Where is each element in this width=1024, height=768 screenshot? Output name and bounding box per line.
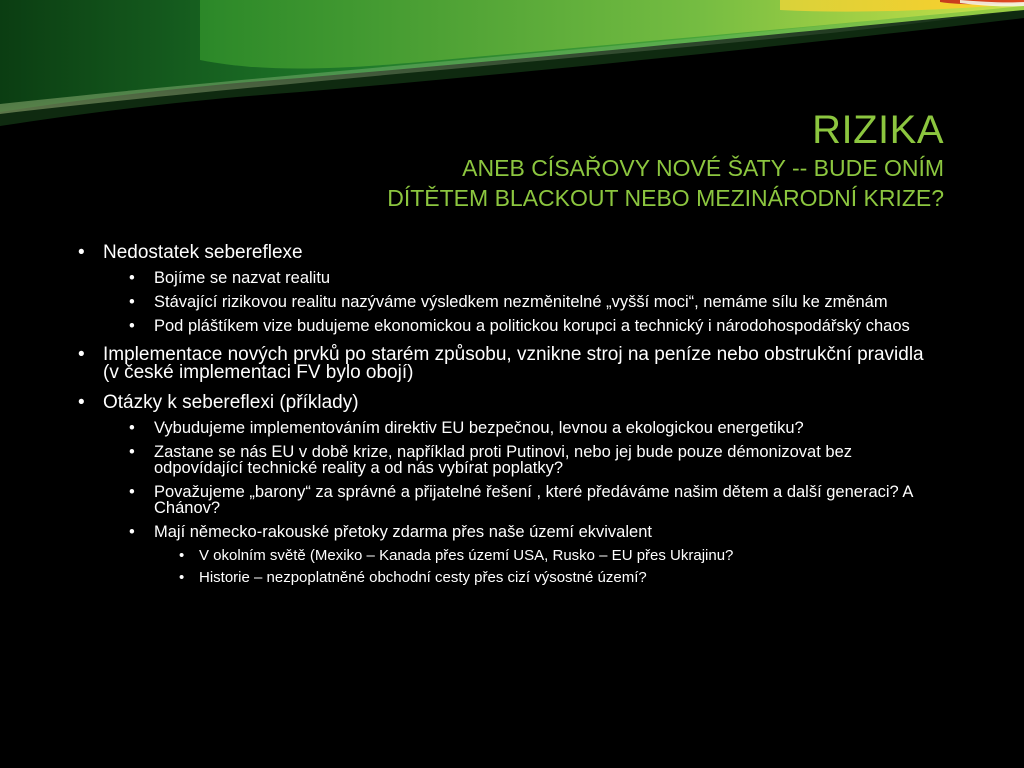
slide-subtitle-line1: ANEB CÍSAŘOVY NOVÉ ŠATY -- BUDE ONÍM xyxy=(462,155,944,181)
bullet-dot-icon: • xyxy=(129,317,135,335)
slide-title: RIZIKA xyxy=(812,108,944,152)
bullet-dot-icon: • xyxy=(78,344,85,365)
bullet-dot-icon: • xyxy=(129,419,135,437)
bullet-list-level3 xyxy=(154,548,932,585)
bullet-item xyxy=(123,524,932,585)
bullet-list-level1 xyxy=(72,244,932,585)
bullet-text: Stávající rizikovou realitu nazýváme výsledkem nezměnitelné „vyšší moci“, nemáme sílu ke změnám xyxy=(154,293,888,311)
bullet-item xyxy=(174,548,932,563)
bullet-text: V okolním světě (Mexiko – Kanada přes území USA, Rusko – EU přes Ukrajinu? xyxy=(199,547,734,564)
bullet-text: Považujeme „barony“ za správné a přijatelné řešení , které předáváme našim dětem a další generaci? A Chánov? xyxy=(154,483,913,517)
bullet-dot-icon: • xyxy=(129,443,135,461)
slide-subtitle-line2: DÍTĚTEM BLACKOUT NEBO MEZINÁRODNÍ KRIZE? xyxy=(387,185,944,211)
bullet-dot-icon: • xyxy=(129,483,135,501)
bullet-item xyxy=(72,244,932,334)
bullet-dot-icon: • xyxy=(129,523,135,541)
bullet-item xyxy=(123,294,932,310)
bullet-item xyxy=(123,444,932,476)
slide-title-block xyxy=(387,108,944,212)
bullet-dot-icon: • xyxy=(129,269,135,287)
slide-body xyxy=(72,244,932,597)
bullet-text: Zastane se nás EU v době krize, například proti Putinovi, nebo jej bude pouze démonizovat bez odpovídající technické reality a od nás vybírat poplatky? xyxy=(154,443,853,477)
bullet-text: Mají německo-rakouské přetoky zdarma přes naše území ekvivalent xyxy=(154,523,652,541)
bullet-text: Historie – nezpoplatněné obchodní cesty přes cizí výsostné území? xyxy=(199,569,647,586)
bullet-list-level2 xyxy=(103,270,932,334)
bullet-item xyxy=(123,420,932,436)
bullet-item xyxy=(123,318,932,334)
bullet-text: Vybudujeme implementováním direktiv EU bezpečnou, levnou a ekologickou energetiku? xyxy=(154,419,804,437)
bullet-item xyxy=(123,484,932,516)
bullet-item xyxy=(72,394,932,585)
bullet-text: Implementace nových prvků po starém způsobu, vznikne stroj na peníze nebo obstrukční pravidla (v české implementaci FV bylo obojí) xyxy=(103,344,924,383)
bullet-item xyxy=(123,270,932,286)
bullet-text: Otázky k sebereflexi (příklady) xyxy=(103,392,359,413)
bullet-text: Pod pláštíkem vize budujeme ekonomickou a politickou korupci a technický i národohospodářský chaos xyxy=(154,317,910,335)
bullet-dot-icon: • xyxy=(78,392,85,413)
bullet-text: Nedostatek sebereflexe xyxy=(103,242,303,263)
bullet-text: Bojíme se nazvat realitu xyxy=(154,269,331,287)
bullet-item xyxy=(174,570,932,585)
bullet-item xyxy=(72,346,932,382)
bullet-dot-icon: • xyxy=(179,547,185,564)
bullet-dot-icon: • xyxy=(78,242,85,263)
bullet-dot-icon: • xyxy=(179,569,185,586)
bullet-dot-icon: • xyxy=(129,293,135,311)
bullet-list-level2 xyxy=(103,420,932,585)
